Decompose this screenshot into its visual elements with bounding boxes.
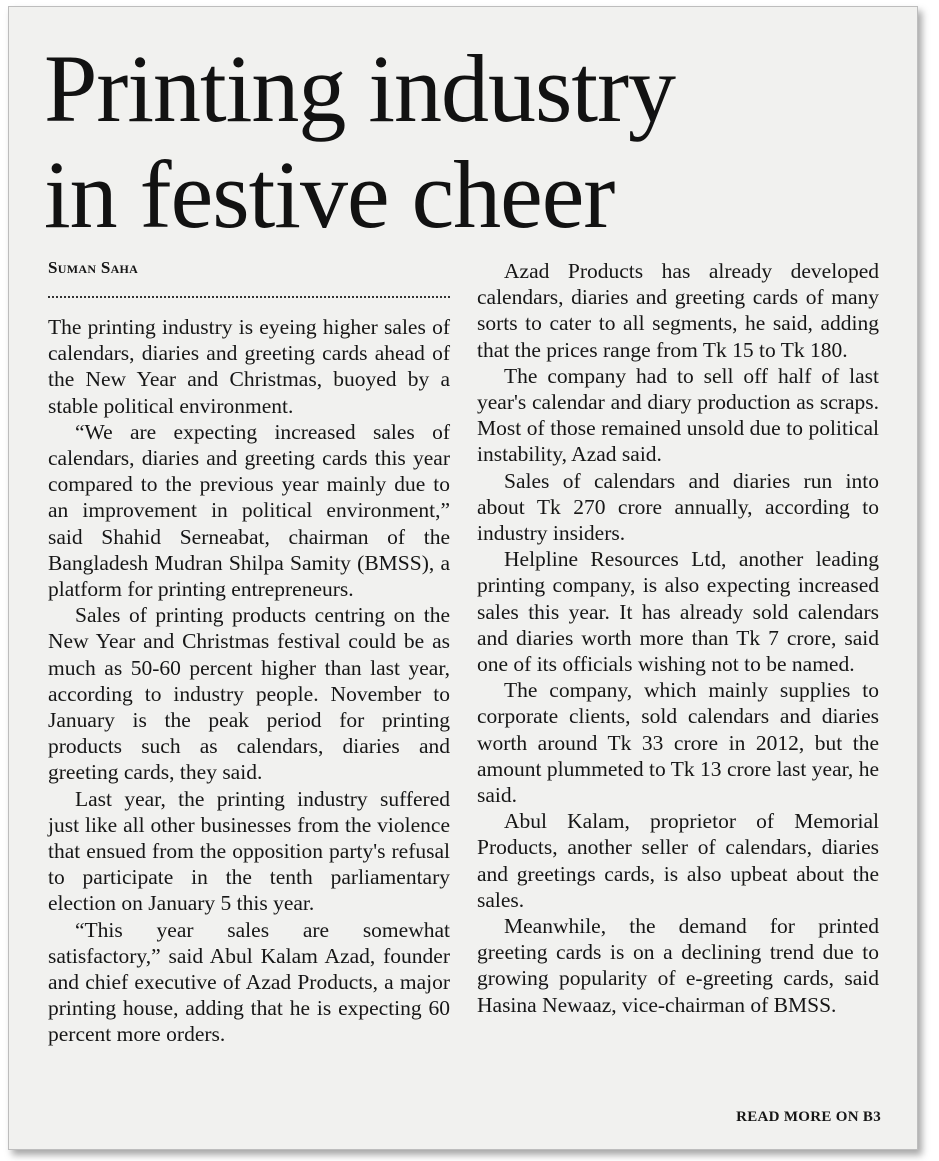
paragraph: Meanwhile, the demand for printed greeting cards is on a declining trend due to growing popularity of e-greeting cards, said Hasina Newaaz, vice-chairman of BMSS. (477, 914, 879, 1017)
paragraph: The printing industry is eyeing higher sales of calendars, diaries and greeting cards ahead of the New Year and Christmas, buoyed by a stable political environment. (48, 315, 450, 418)
paragraph: “We are expecting increased sales of calendars, diaries and greeting cards this year compared to the previous year mainly due to an improvement in political environment,” said Shahid Serneabat, chairman of the Bangladesh Mudran Shilpa Samity (BMSS), a platform for printing entrepreneurs. (48, 419, 450, 602)
paragraph: Last year, the printing industry suffered just like all other businesses from the violence that ensued from the opposition party's refusal to participate in the tenth parliamentary election on January 5 this year. (48, 786, 450, 916)
byline-divider (48, 296, 450, 298)
headline (44, 36, 904, 248)
paragraph: The company had to sell off half of last year's calendar and diary production as scraps. Most of those remained unsold due to political instability, Azad said. (477, 363, 879, 467)
paragraph: Helpline Resources Ltd, another leading printing company, is also expecting increased sales this year. It has already sold calendars and diaries worth more than Tk 7 crore, said one of its officials wishing not to be named. (477, 547, 879, 677)
paragraph: Azad Products has already developed calendars, diaries and greeting cards of many sorts to cater to all segments, he said, adding that the prices range from Tk 15 to Tk 180. (477, 259, 879, 362)
paragraph: Sales of printing products centring on the New Year and Christmas festival could be as much as 50-60 percent higher than last year, according to industry people. November to January is the peak period for printing products such as calendars, diaries and greeting cards, they said. (48, 603, 450, 785)
paragraph: “This year sales are somewhat satisfactory,” said Abul Kalam Azad, founder and chief executive of Azad Products, a major printing house, adding that he is expecting 60 percent more orders. (48, 917, 450, 1047)
paragraph: The company, which mainly supplies to corporate clients, sold calendars and diaries worth around Tk 33 crore in 2012, but the amount plummeted to Tk 13 crore last year, he said. (477, 678, 879, 808)
headline-line-1: Printing industry (44, 35, 676, 142)
article-column-1 (48, 314, 450, 1048)
headline-line-2: in festive cheer (44, 141, 615, 248)
paragraph: Abul Kalam, proprietor of Memorial Products, another seller of calendars, diaries and greetings cards, is also upbeat about the sales. (477, 809, 879, 912)
byline: Suman Saha (48, 258, 139, 277)
article-column-2 (477, 258, 879, 1018)
paragraph: Sales of calendars and diaries run into about Tk 270 crore annually, according to industry insiders. (477, 468, 879, 546)
read-more-link[interactable]: READ MORE ON B3 (736, 1109, 881, 1125)
